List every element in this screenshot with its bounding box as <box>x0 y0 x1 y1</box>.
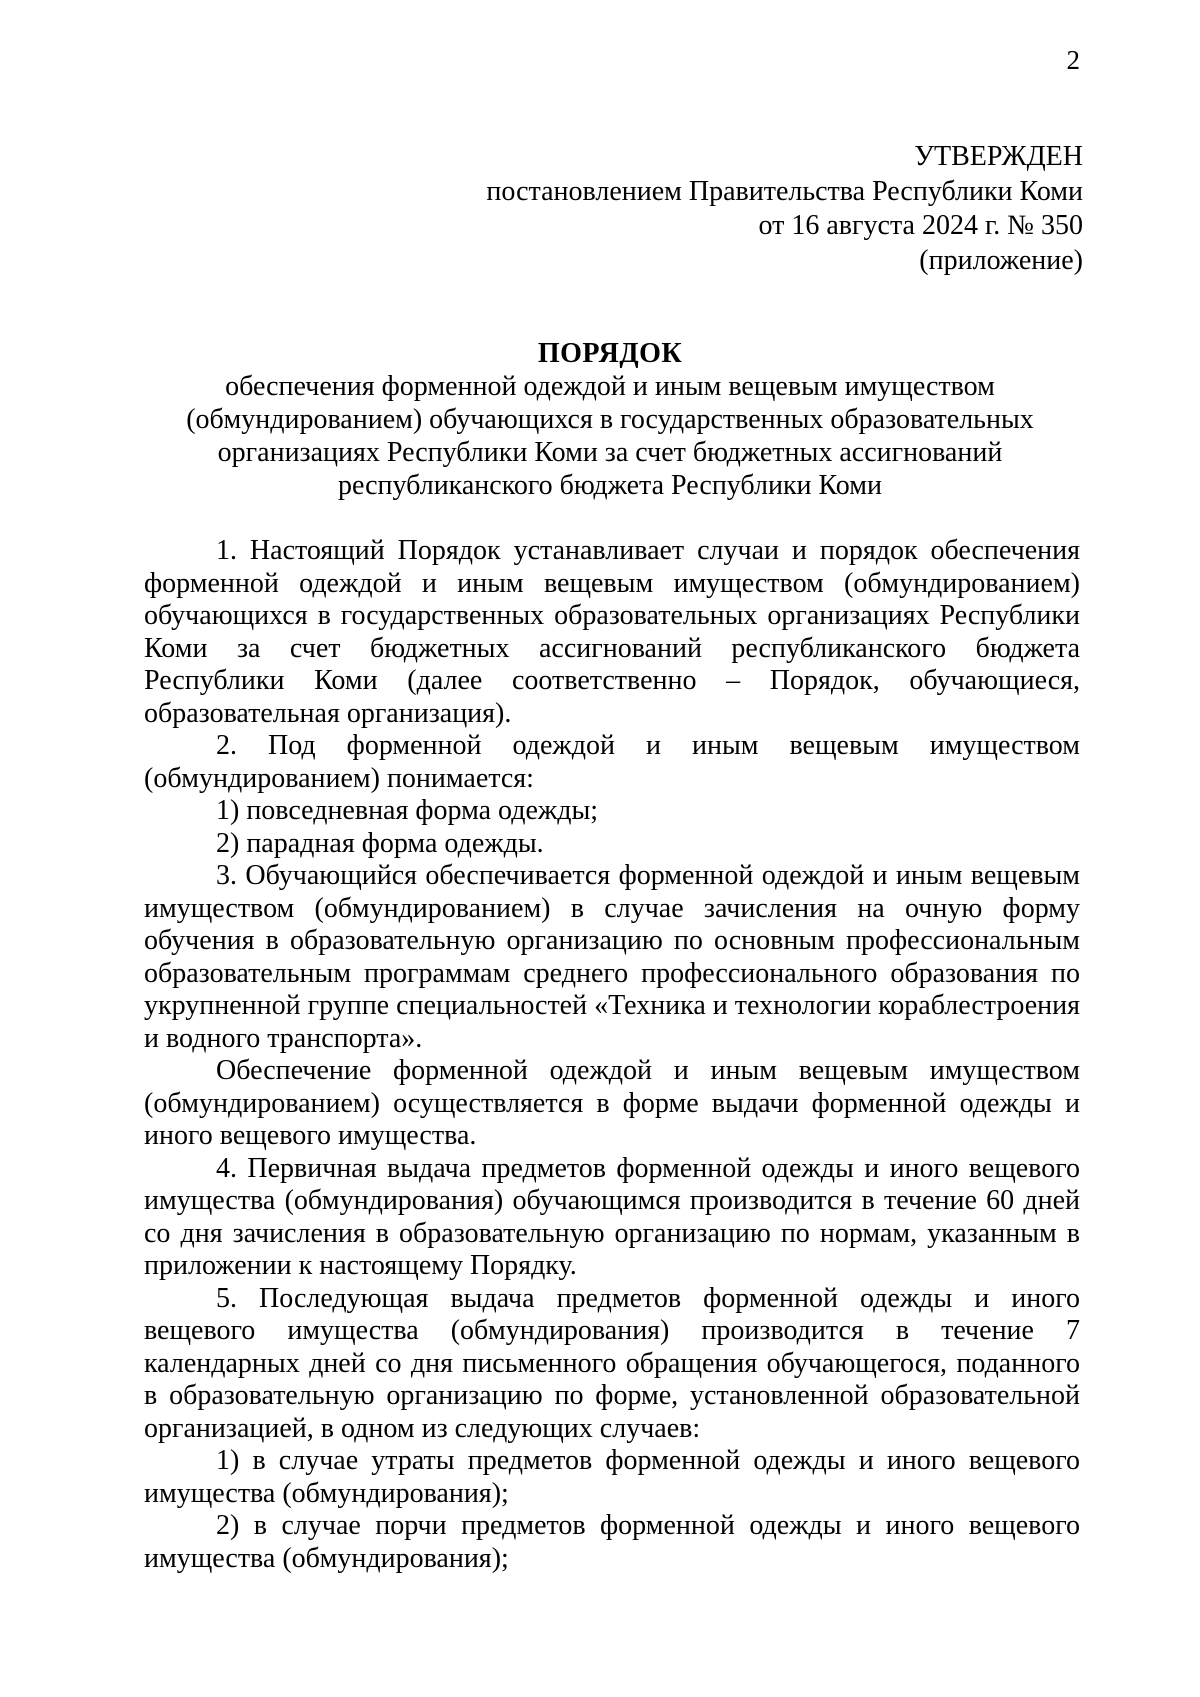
document-body <box>144 535 1080 1575</box>
page-number: 2 <box>1066 45 1080 75</box>
document-title: ПОРЯДОК <box>537 338 683 369</box>
list-item-5-1: 1) в случае утраты предметов форменной одежды и иного вещевого имущества (обмундирования); <box>144 1445 1080 1509</box>
approval-title: УТВЕРЖДЕН <box>914 141 1083 172</box>
document-subtitle-line-4: республиканского бюджета Республики Коми <box>338 470 882 501</box>
paragraph-3: 3. Обучающийся обеспечивается форменной одеждой и иным вещевым имуществом (обмундированием) в случае зачисления на очную форму обучения в образовательную организацию по основным профессиональным образовательным программам среднего профессионального образования по укрупненной группе специальностей «Техника и технологии кораблестроения и водного транспорта». <box>144 860 1080 1054</box>
document-subtitle-line-2: (обмундированием) обучающихся в государственных образовательных <box>186 404 1034 435</box>
document-subtitle-line-1: обеспечения форменной одеждой и иным вещевым имуществом <box>225 371 995 402</box>
paragraph-2: 2. Под форменной одеждой и иным вещевым имуществом (обмундированием) понимается: <box>144 730 1080 794</box>
list-item-2-1: 1) повседневная форма одежды; <box>216 795 599 826</box>
paragraph-1: 1. Настоящий Порядок устанавливает случаи и порядок обеспечения форменной одеждой и иным вещевым имуществом (обмундированием) обучающихся в государственных образовательных организациях Республики Коми за счет бюджетных ассигнований республиканского бюджета Республики Коми (далее соответственно – Порядок, обучающиеся, образовательная организация). <box>144 535 1080 729</box>
paragraph-4: 4. Первичная выдача предметов форменной одежды и иного вещевого имущества (обмундирования) обучающимся производится в течение 60 дней со дня зачисления в образовательную организацию по нормам, указанным в приложении к настоящему Порядку. <box>144 1152 1080 1281</box>
document-subtitle-line-3: организациях Республики Коми за счет бюджетных ассигнований <box>217 437 1003 468</box>
approval-date-number: от 16 августа 2024 г. № 350 <box>758 210 1083 241</box>
approval-appendix-note: (приложение) <box>919 244 1083 276</box>
list-item-2-2: 2) парадная форма одежды. <box>216 827 544 859</box>
paragraph-3-continued: Обеспечение форменной одеждой и иным вещевым имуществом (обмундированием) осуществляется в форме выдачи форменной одежды и иного вещевого имущества. <box>144 1055 1080 1151</box>
approval-stamp-block <box>400 140 1083 278</box>
list-item-5-2: 2) в случае порчи предметов форменной одежды и иного вещевого имущества (обмундирования); <box>144 1510 1080 1574</box>
paragraph-5: 5. Последующая выдача предметов форменной одежды и иного вещевого имущества (обмундирования) производится в течение 7 календарных дней со дня письменного обращения обучающегося, поданного в образовательную организацию по форме, установленной образовательной организацией, в одном из следующих случаев: <box>144 1282 1080 1444</box>
approval-decree: постановлением Правительства Республики Коми <box>486 175 1083 207</box>
document-heading <box>140 337 1080 502</box>
